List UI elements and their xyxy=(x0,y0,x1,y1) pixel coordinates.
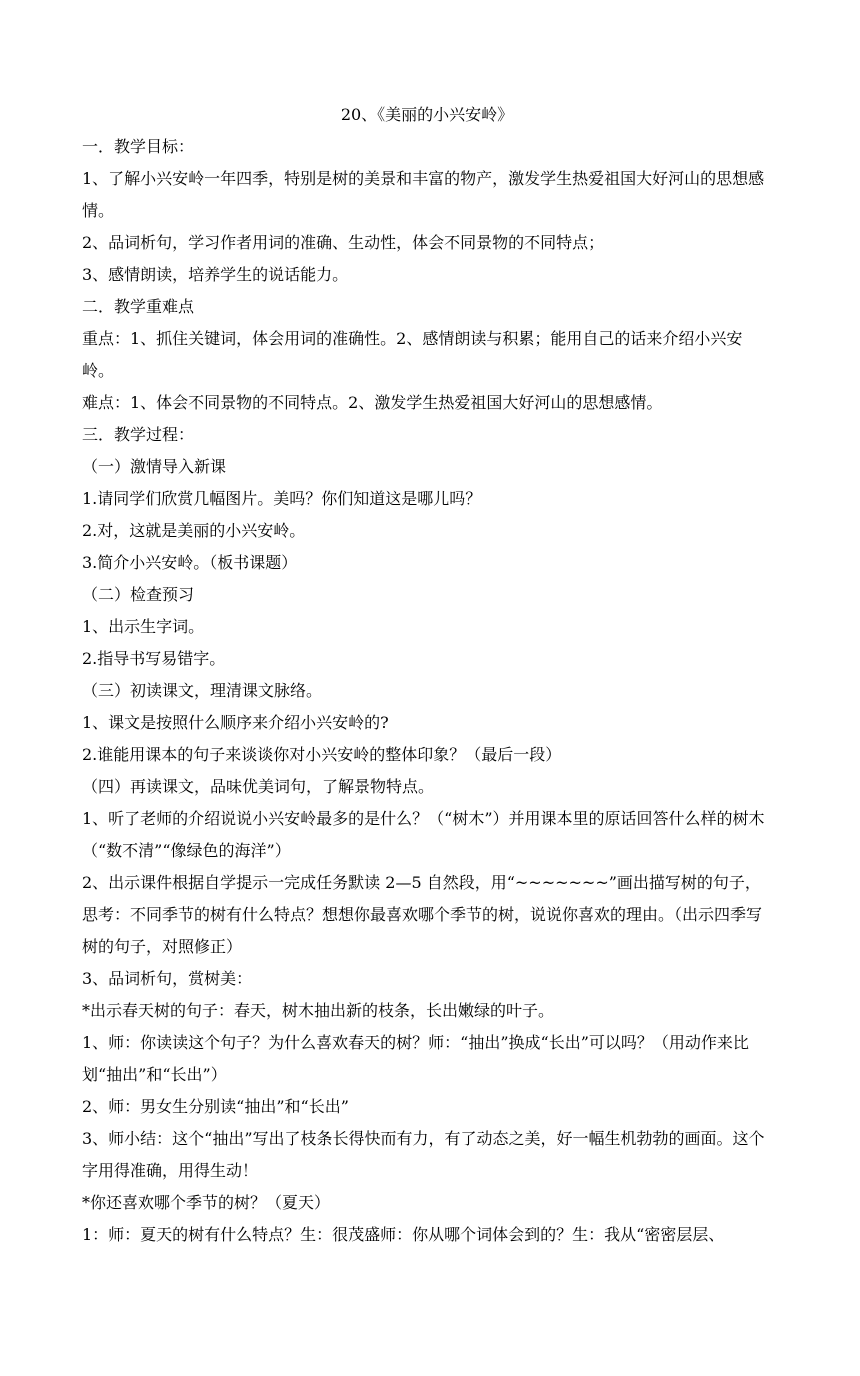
section-heading-objectives: 一．教学目标： xyxy=(82,137,195,156)
objective-item: 3、感情朗读，培养学生的说话能力。 xyxy=(82,265,349,284)
process-item: 2、师：男女生分别读“抽出”和“长出” xyxy=(82,1097,349,1116)
section-heading-process: 三．教学过程： xyxy=(82,425,195,444)
process-item: 1、出示生字词。 xyxy=(82,617,205,636)
process-item: 3、品词析句，赏树美： xyxy=(82,969,253,988)
process-item: 1、师：你读读这个句子？为什么喜欢春天的树？师：“抽出”换成“长出”可以吗？（用动作来比划“抽出”和“长出”） xyxy=(82,1033,749,1084)
process-item: 1：师：夏天的树有什么特点？生：很茂盛师：你从哪个词体会到的？生：我从“密密层层、 xyxy=(82,1225,725,1244)
process-item: 2.对，这就是美丽的小兴安岭。 xyxy=(82,521,306,540)
subsection-heading: （一）激情导入新课 xyxy=(82,457,227,476)
key-points-paragraph: 重点：1、抓住关键词，体会用词的准确性。2、感情朗读与积累；能用自己的话来介绍小兴安岭。 xyxy=(82,329,743,380)
subsection-heading: （二）检查预习 xyxy=(82,585,195,604)
process-item: *出示春天树的句子：春天，树木抽出新的枝条，长出嫩绿的叶子。 xyxy=(82,1001,555,1020)
subsection-heading: （三）初读课文，理清课文脉络。 xyxy=(82,681,323,700)
process-item: *你还喜欢哪个季节的树？（夏天） xyxy=(82,1193,331,1212)
process-item: 1、听了老师的介绍说说小兴安岭最多的是什么？（“树木”）并用课本里的原话回答什么样的树木（“数不清”“像绿色的海洋”） xyxy=(82,809,765,860)
difficult-points-paragraph: 难点：1、体会不同景物的不同特点。2、激发学生热爱祖国大好河山的思想感情。 xyxy=(82,393,663,412)
process-item: 2.谁能用课本的句子来谈谈你对小兴安岭的整体印象？（最后一段） xyxy=(82,745,562,764)
process-item: 3、师小结：这个“抽出”写出了枝条长得快而有力，有了动态之美，好一幅生机勃勃的画面。这个字用得准确，用得生动！ xyxy=(82,1129,765,1180)
process-item: 3.简介小兴安岭。（板书课题） xyxy=(82,553,298,572)
process-item: 2、出示课件根据自学提示一完成任务默读 2—5 自然段，用“~~~~~~~”画出描写树的句子，思考：不同季节的树有什么特点？想想你最喜欢哪个季节的树，说说你喜欢的理由。（出示四季写树的句子，对照修正） xyxy=(82,873,763,956)
process-item: 1、课文是按照什么顺序来介绍小兴安岭的? xyxy=(82,713,389,732)
process-item: 2.指导书写易错字。 xyxy=(82,649,226,668)
subsection-heading: （四）再读课文，品味优美词句，了解景物特点。 xyxy=(82,777,435,796)
objective-item: 1、了解小兴安岭一年四季，特别是树的美景和丰富的物产，激发学生热爱祖国大好河山的思想感情。 xyxy=(82,169,765,220)
document-title: 20、《美丽的小兴安岭》 xyxy=(340,105,514,124)
section-heading-key-points: 二．教学重难点 xyxy=(82,297,195,316)
process-item: 1.请同学们欣赏几幅图片。美吗？你们知道这是哪儿吗？ xyxy=(82,489,482,508)
document-body xyxy=(82,99,772,1251)
objective-item: 2、品词析句，学习作者用词的准确、生动性，体会不同景物的不同特点； xyxy=(82,233,605,252)
